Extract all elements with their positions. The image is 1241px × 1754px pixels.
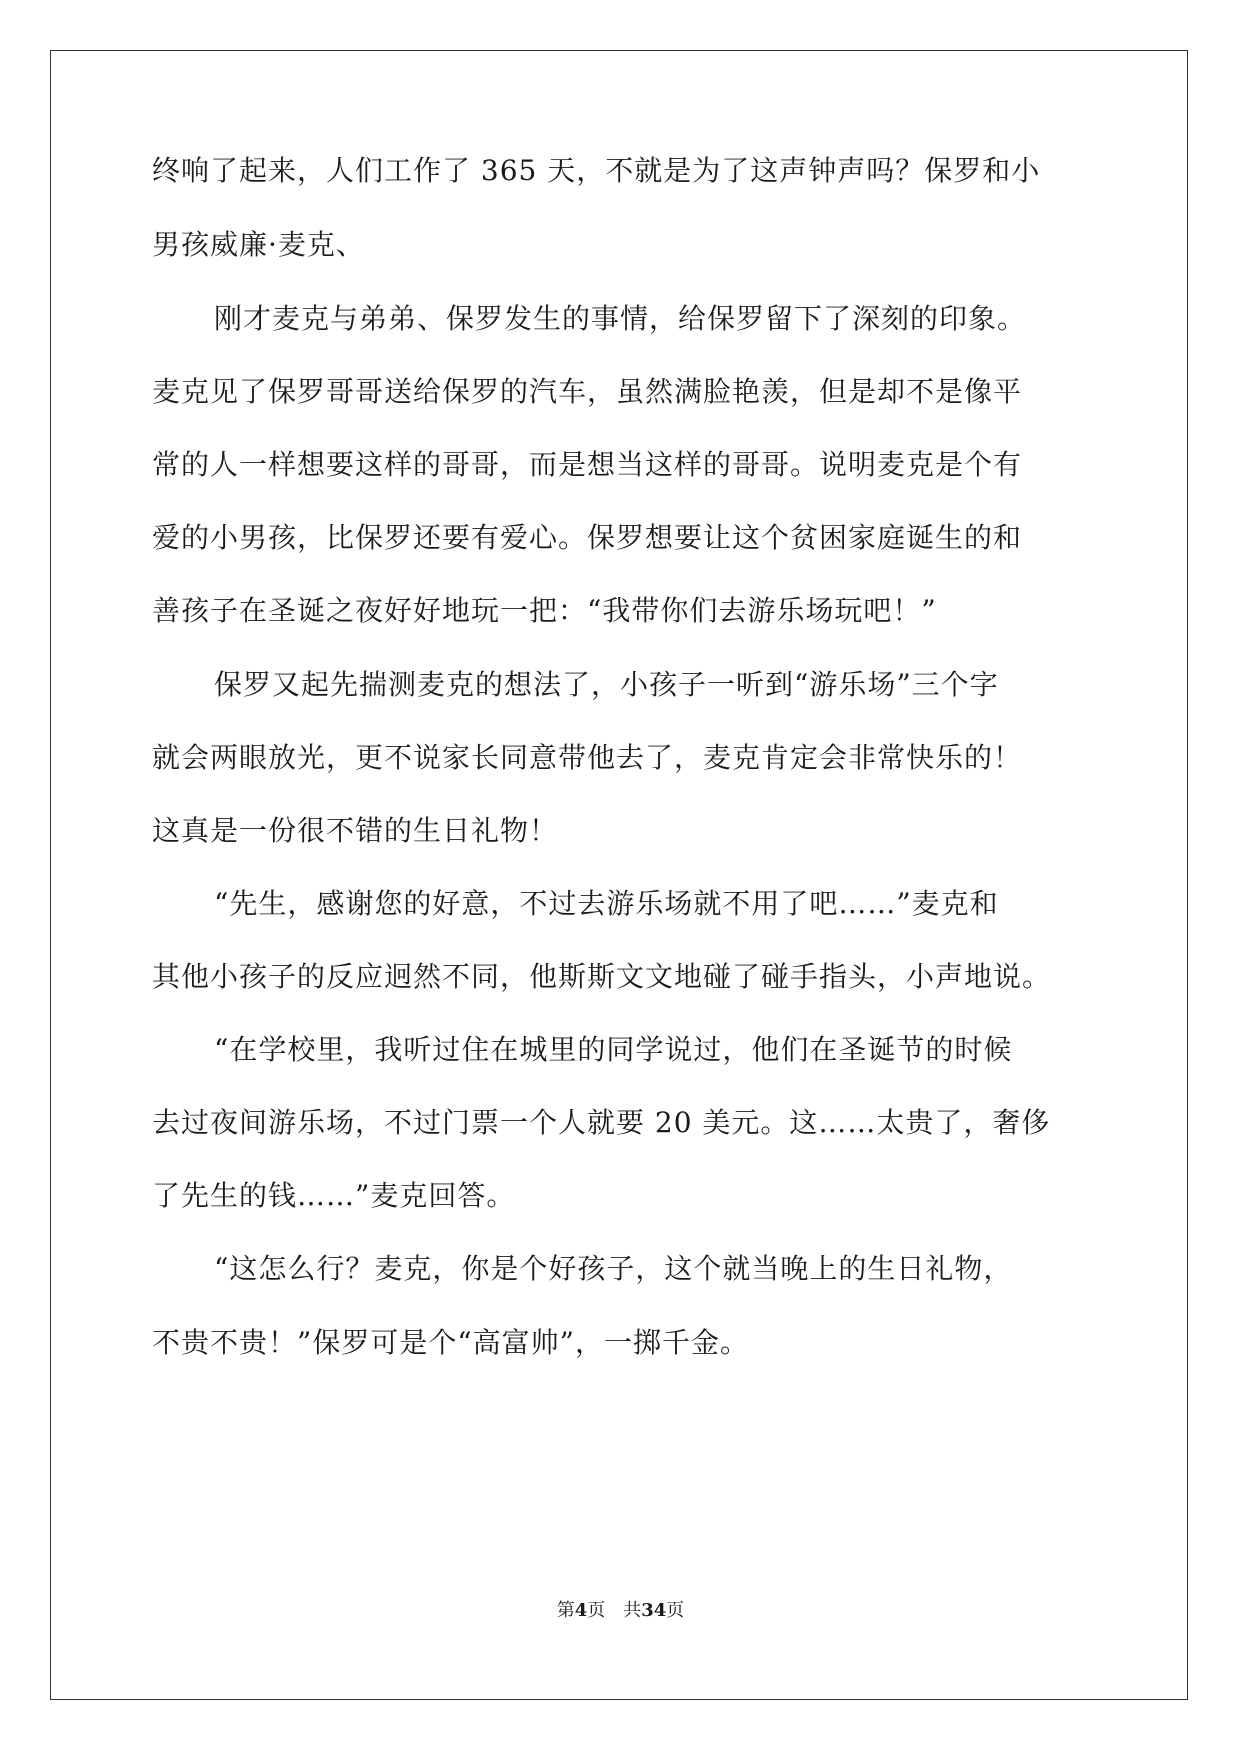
paragraph-start: 刚才麦克与弟弟、保罗发生的事情，给保罗留下了深刻的印象。	[214, 302, 1027, 335]
text-line: 去过夜间游乐场，不过门票一个人就要 20 美元。这……太贵了，奢侈	[152, 1106, 1051, 1139]
text-line: 常的人一样想要这样的哥哥，而是想当这样的哥哥。说明麦克是个有	[152, 448, 1023, 481]
text-line: 麦克见了保罗哥哥送给保罗的汽车，虽然满脸艳羡，但是却不是像平	[152, 375, 1023, 408]
text-line: 爱的小男孩，比保罗还要有爱心。保罗想要让这个贫困家庭诞生的和	[152, 521, 1023, 554]
page-suffix: 页	[587, 1600, 606, 1621]
total-pages: 34	[641, 1600, 667, 1621]
page-prefix: 第	[556, 1600, 575, 1621]
text-line: 其他小孩子的反应迥然不同，他斯斯文文地碰了碰手指头，小声地说。	[152, 960, 1052, 993]
paragraph-start: 保罗又起先揣测麦克的想法了，小孩子一听到“游乐场”三个字	[214, 668, 999, 701]
page-footer	[0, 1599, 1241, 1623]
text-line: 这真是一份很不错的生日礼物！	[152, 814, 559, 847]
page-border	[50, 50, 1188, 1700]
page-number: 4	[574, 1600, 588, 1621]
paragraph-start: “这怎么行？麦克，你是个好孩子，这个就当晚上的生日礼物，	[214, 1252, 1013, 1285]
text-line: 了先生的钱……”麦克回答。	[152, 1179, 516, 1212]
paragraph-start: “在学校里，我听过住在城里的同学说过，他们在圣诞节的时候	[214, 1033, 1013, 1066]
text-line: 善孩子在圣诞之夜好好地玩一把：“我带你们去游乐场玩吧！”	[152, 594, 937, 627]
text-line: 不贵不贵！”保罗可是个“高富帅”，一掷千金。	[152, 1326, 749, 1359]
text-line: 终响了起来，人们工作了 365 天，不就是为了这声钟声吗？保罗和小	[152, 154, 1041, 187]
text-line: 就会两眼放光，更不说家长同意带他去了，麦克肯定会非常快乐的！	[152, 741, 1023, 774]
text-line: 男孩威廉·麦克、	[152, 228, 365, 261]
paragraph-start: “先生，感谢您的好意，不过去游乐场就不用了吧……”麦克和	[214, 887, 999, 920]
total-suffix: 页	[666, 1600, 685, 1621]
total-prefix: 共	[623, 1600, 642, 1621]
